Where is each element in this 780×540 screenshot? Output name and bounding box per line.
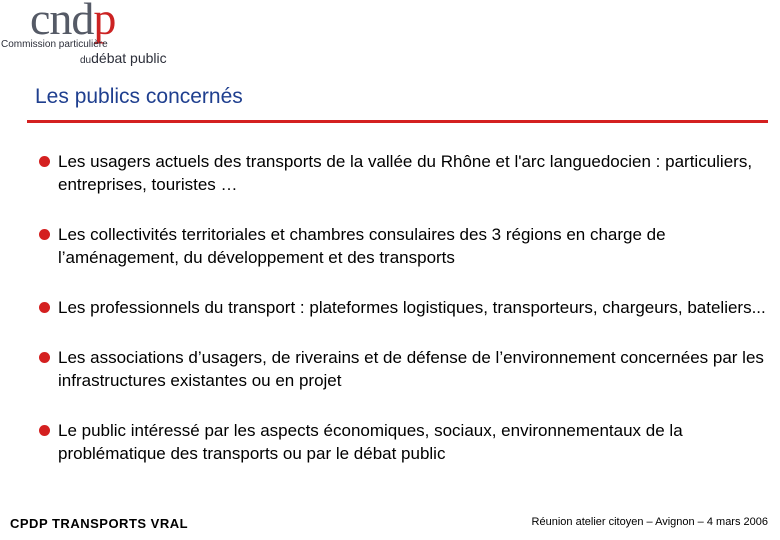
bullet-item [38, 150, 768, 196]
footer-event-info: Réunion atelier citoyen – Avignon – 4 mars 2006 [531, 516, 768, 528]
logo-subtitle-line1: Commission particulière [1, 39, 108, 50]
logo-subtitle-du: du [80, 55, 92, 66]
bullet-item [38, 346, 768, 392]
bullet-text: Les collectivités territoriales et chambres consulaires des 3 régions en charge de l’aménagement, du développement et des transports [58, 225, 666, 267]
title-divider [27, 120, 768, 123]
bullet-item [38, 223, 768, 269]
bullet-item [38, 419, 768, 465]
bullet-dot-icon [39, 229, 50, 240]
bullet-dot-icon [39, 425, 50, 436]
bullet-dot-icon [39, 302, 50, 313]
bullet-dot-icon [39, 156, 50, 167]
bullet-list [38, 150, 768, 492]
slide-title: Les publics concernés [35, 85, 243, 109]
logo-subtitle-line2 [80, 50, 167, 69]
bullet-text: Le public intéressé par les aspects économiques, sociaux, environnementaux de la problématique des transports ou par le débat public [58, 421, 683, 463]
logo-wordmark [30, 0, 115, 42]
cndp-logo [0, 0, 200, 70]
logo-wordmark-prefix: cnd [30, 0, 94, 44]
bullet-text: Les professionnels du transport : plateformes logistiques, transporteurs, chargeurs, bateliers... [58, 298, 766, 317]
bullet-dot-icon [39, 352, 50, 363]
bullet-item [38, 296, 768, 319]
logo-wordmark-accent: p [93, 0, 116, 44]
logo-subtitle-debat: débat public [91, 50, 167, 66]
bullet-text: Les associations d’usagers, de riverains et de défense de l’environnement concernées par les infrastructures existantes ou en projet [58, 348, 764, 390]
bullet-text: Les usagers actuels des transports de la vallée du Rhône et l'arc languedocien : particuliers, entreprises, touristes … [58, 152, 753, 194]
footer-organization: CPDP TRANSPORTS VRAL [10, 516, 189, 531]
